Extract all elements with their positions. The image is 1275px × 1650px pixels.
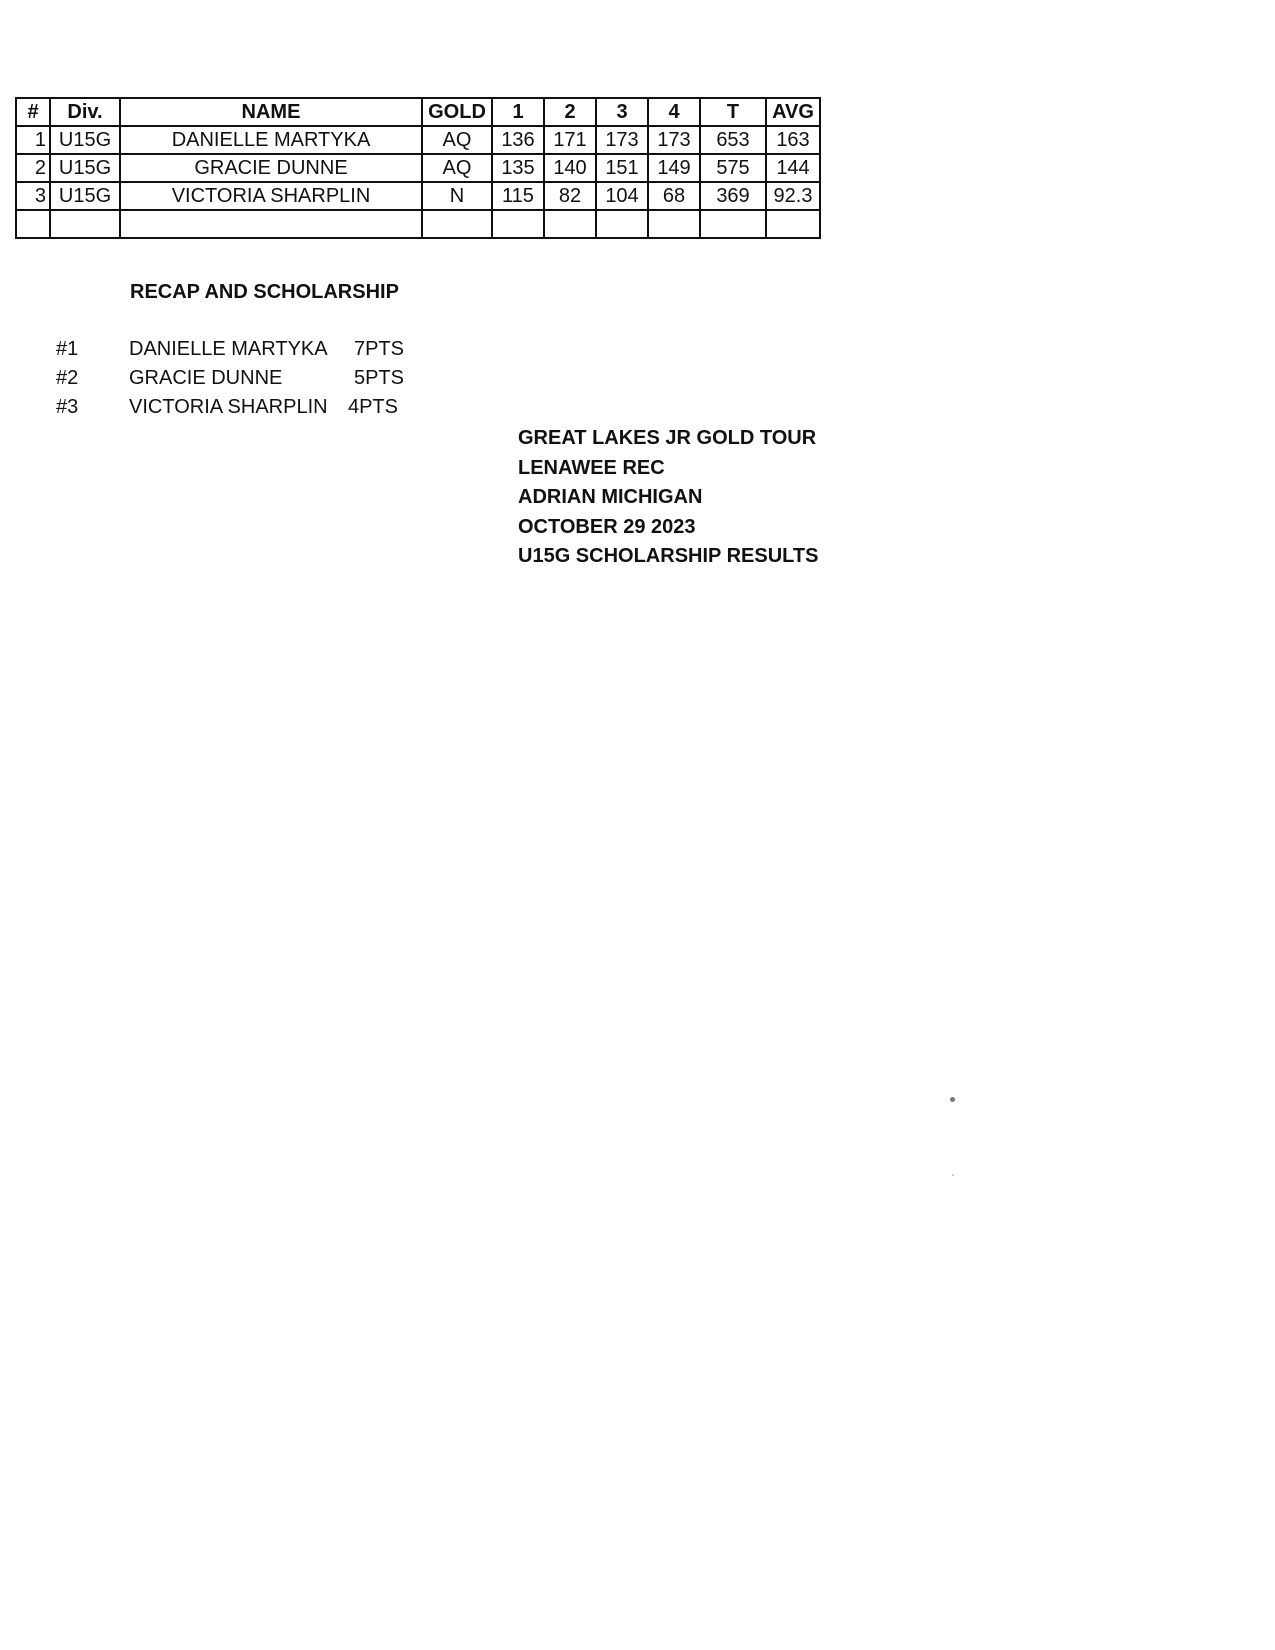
cell-game-3: 104 [596,182,648,210]
header-rank: # [16,98,50,126]
cell-name: VICTORIA SHARPLIN [120,182,422,210]
header-game-3: 3 [596,98,648,126]
cell-game-2: 82 [544,182,596,210]
event-venue: LENAWEE REC [518,456,665,479]
cell-gold: AQ [422,126,492,154]
empty-cell [422,210,492,238]
cell-division: U15G [50,126,120,154]
table-row [16,182,820,210]
header-total: T [700,98,766,126]
cell-total: 369 [700,182,766,210]
header-gold: GOLD [422,98,492,126]
cell-game-3: 151 [596,154,648,182]
empty-cell [596,210,648,238]
cell-game-4: 149 [648,154,700,182]
recap-rank: #2 [56,367,79,389]
cell-total: 575 [700,154,766,182]
cell-gold: N [422,182,492,210]
event-tour: GREAT LAKES JR GOLD TOUR [518,427,817,449]
empty-cell [700,210,766,238]
recap-name: DANIELLE MARTYKA [129,338,328,360]
results-table [15,97,821,239]
recap-name: VICTORIA SHARPLIN [129,396,328,418]
empty-cell [16,210,50,238]
cell-division: U15G [50,182,120,210]
event-location: ADRIAN MICHIGAN [518,486,703,508]
recap-name: GRACIE DUNNE [129,367,283,389]
empty-cell [120,210,422,238]
cell-game-1: 115 [492,182,544,210]
cell-game-2: 140 [544,154,596,182]
cell-rank: 3 [16,182,50,210]
table-row [16,154,820,182]
cell-name: GRACIE DUNNE [120,154,422,182]
recap-rank: #3 [56,396,79,418]
cell-rank: 1 [16,126,50,154]
table-header-row [16,98,820,126]
empty-cell [766,210,820,238]
scan-speck [950,1097,955,1102]
scan-speck [952,1174,954,1176]
header-name: NAME [120,98,422,126]
recap-points: 7PTS [353,338,404,360]
recap-rank: #1 [56,338,79,360]
empty-cell [648,210,700,238]
recap-points: 4PTS [347,396,398,418]
cell-game-1: 136 [492,126,544,154]
header-game-4: 4 [648,98,700,126]
table-row [16,126,820,154]
cell-average: 163 [766,126,820,154]
empty-cell [492,210,544,238]
cell-name: DANIELLE MARTYKA [120,126,422,154]
cell-game-4: 173 [648,126,700,154]
cell-average: 92.3 [766,182,820,210]
event-results-title: U15G SCHOLARSHIP RESULTS [518,545,819,567]
event-date: OCTOBER 29 2023 [518,515,696,538]
header-average: AVG [766,98,820,126]
header-game-2: 2 [544,98,596,126]
empty-table-row [16,210,820,238]
recap-points: 5PTS [353,367,404,389]
event-info-block [518,424,818,572]
cell-rank: 2 [16,154,50,182]
cell-game-1: 135 [492,154,544,182]
cell-game-4: 68 [648,182,700,210]
cell-game-3: 173 [596,126,648,154]
header-division: Div. [50,98,120,126]
recap-title: RECAP AND SCHOLARSHIP [130,281,399,303]
header-game-1: 1 [492,98,544,126]
cell-game-2: 171 [544,126,596,154]
cell-average: 144 [766,154,820,182]
cell-total: 653 [700,126,766,154]
empty-cell [50,210,120,238]
empty-cell [544,210,596,238]
cell-gold: AQ [422,154,492,182]
cell-division: U15G [50,154,120,182]
